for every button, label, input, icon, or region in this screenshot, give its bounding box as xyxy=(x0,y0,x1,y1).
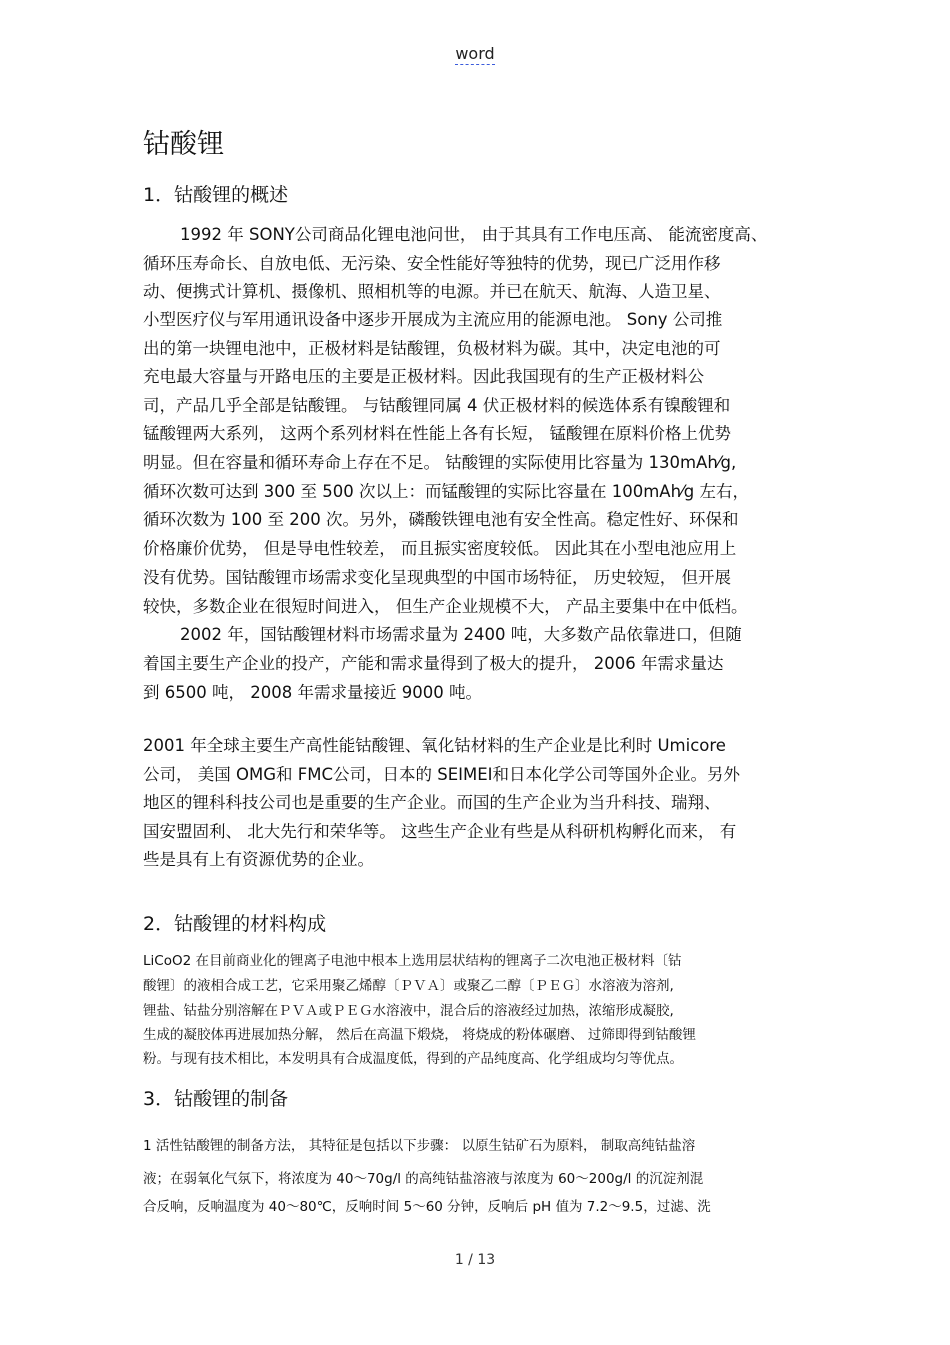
paragraph-line: 小型医疗仪与军用通讯设备中逐步开展成为主流应用的能源电池。 Sony 公司推 xyxy=(143,310,723,329)
paragraph-line: 到 6500 吨， 2008 年需求量接近 9000 吨。 xyxy=(143,683,482,702)
paragraph-line: 2001 年全球主要生产高性能钴酸锂、氧化钴材料的生产企业是比利时 Umicore xyxy=(143,736,726,755)
paragraph-line: 些是具有上有资源优势的企业。 xyxy=(143,850,374,869)
paragraph-line: 没有优势。国钴酸锂市场需求变化呈现典型的中国市场特征， 历史较短， 但开展 xyxy=(143,568,731,587)
section-1-heading: 1．钴酸锂的概述 xyxy=(143,184,289,206)
document-title: 钴酸锂 xyxy=(143,129,224,160)
paragraph-line: 粉。与现有技术相比，本发明具有合成温度低，得到的产品纯度高、化学组成均匀等优点。 xyxy=(143,1051,683,1067)
paragraph-line: 出的第一块锂电池中，正极材料是钴酸锂，负极材料为碳。其中，决定电池的可 xyxy=(143,339,721,358)
paragraph-line: 价格廉价优势， 但是导电性较差， 而且振实密度较低。 因此其在小型电池应用上 xyxy=(143,539,737,558)
paragraph-line: 国安盟固利、 北大先行和荣华等。 这些生产企业有些是从科研机构孵化而来， 有 xyxy=(143,822,737,841)
paragraph-line: 生成的凝胶体再进展加热分解， 然后在高温下煅烧， 将烧成的粉体碾磨、 过筛即得到钴酸锂 xyxy=(143,1027,696,1043)
paragraph-line: 公司， 美国 OMG和 FMC公司，日本的 SEIMEI和日本化学公司等国外企业。另外 xyxy=(143,765,741,784)
paragraph-line: 酸锂〕的液相合成工艺，它采用聚乙烯醇〔ＰＶＡ〕或聚乙二醇〔ＰＥＧ〕水溶液为溶剂, xyxy=(143,978,674,994)
paragraph-line: 地区的锂科科技公司也是重要的生产企业。而国的生产企业为当升科技、瑞翔、 xyxy=(143,793,721,812)
paragraph-line: 充电最大容量与开路电压的主要是正极材料。因此我国现有的生产正极材料公 xyxy=(143,367,704,386)
paragraph-line: 1992 年 SONY公司商品化锂电池问世， 由于其具有工作电压高、 能流密度高、 xyxy=(180,225,768,244)
section-3-heading: 3．钴酸锂的制备 xyxy=(143,1088,289,1110)
paragraph-line: 锰酸锂两大系列， 这两个系列材料在性能上各有长短， 锰酸锂在原料价格上优势 xyxy=(143,424,731,443)
paragraph-line: 2002 年，国钴酸锂材料市场需求量为 2400 吨，大多数产品依靠进口，但随 xyxy=(180,625,742,644)
paragraph-line: 锂盐、钴盐分别溶解在ＰＶＡ或ＰＥＧ水溶液中，混合后的溶液经过加热，浓缩形成凝胶, xyxy=(143,1003,674,1019)
paragraph-line: 合反响，反响温度为 40～80℃，反响时间 5～60 分钟，反响后 pH 值为 7.2～9.5，过滤、洗 xyxy=(143,1199,711,1215)
paragraph-line: 动、便携式计算机、摄像机、照相机等的电源。并已在航天、航海、人造卫星、 xyxy=(143,282,721,301)
paragraph-line: 明显。但在容量和循环寿命上存在不足。 钴酸锂的实际使用比容量为 130mAh⁄g, xyxy=(143,453,737,472)
paragraph-line: LiCoO2 在目前商业化的锂离子电池中根本上选用层状结构的锂离子二次电池正极材料〔钴 xyxy=(143,953,682,969)
section-2-heading: 2．钴酸锂的材料构成 xyxy=(143,913,327,935)
paragraph-line: 司，产品几乎全部是钴酸锂。 与钴酸锂同属 4 伏正极材料的候选体系有镍酸锂和 xyxy=(143,396,731,415)
paragraph-line: 循环次数可达到 300 至 500 次以上：而锰酸锂的实际比容量在 100mAh⁄g 左右， xyxy=(143,482,749,501)
paragraph-line: 液；在弱氧化气氛下，将浓度为 40～70g/l 的高纯钴盐溶液与浓度为 60～200g/l 的沉淀剂混 xyxy=(143,1171,704,1187)
paragraph-line: 循环次数为 100 至 200 次。另外，磷酸铁锂电池有安全性高。稳定性好、环保和 xyxy=(143,510,739,529)
header-label: word xyxy=(455,44,495,63)
paragraph-line: 较快，多数企业在很短时间进入， 但生产企业规模不大， 产品主要集中在中低档。 xyxy=(143,597,748,616)
paragraph-line: 1 活性钴酸锂的制备方法， 其特征是包括以下步骤： 以原生钴矿石为原料， 制取高纯钴盐溶 xyxy=(143,1138,696,1154)
paragraph-line: 着国主要生产企业的投产，产能和需求量得到了极大的提升， 2006 年需求量达 xyxy=(143,654,724,673)
page-number: 1 / 13 xyxy=(454,1252,496,1268)
paragraph-line: 循环压寿命长、自放电低、无污染、安全性能好等独特的优势，现已广泛用作移 xyxy=(143,254,721,273)
page-header xyxy=(0,44,950,63)
